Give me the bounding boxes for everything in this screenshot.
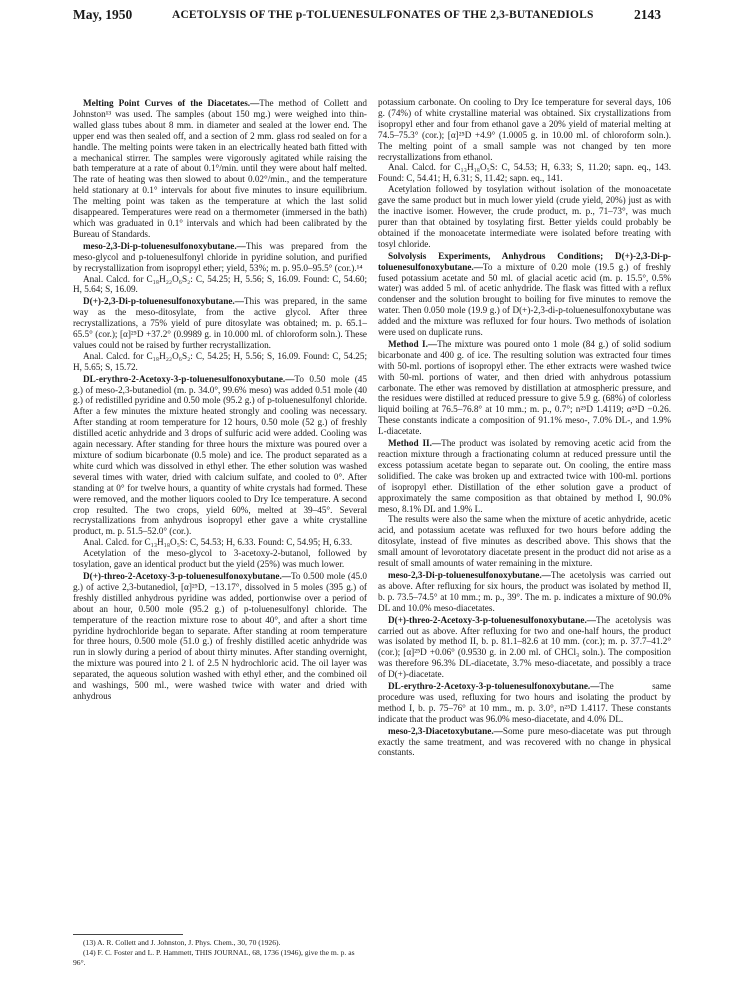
paragraph-heading: Solvolysis Experiments, Anhydrous Conditions; D(+)-2,3-Di-p-toluenesulfonoxybutane.— (378, 250, 671, 272)
paragraph-heading: meso-2,3-Di-p-toluenesulfonoxybutane.— (388, 569, 551, 580)
paragraph-heading: Method II.— (388, 438, 442, 449)
paragraph-text: To 0.500 mole (45.0 g.) of active 2,3-butanediol, [α]²⁵D, −13.17°, dissolved in 5 moles (395 g.) of freshly distilled anhydrous pyridine was added, portionwise over a period of about an hour, 0.500 mole (95.2 g.) of p-toluenesulfonyl chloride. The temperature of the reaction mixture rose to about 40°, and after a short time pyridine hydrochloride began to separate. After standing at room temperature for three hours, 0.500 mole (51.0 g.) of freshly distilled acetic anhydride was run in slowly during a period of about thirty minutes. After standing overnight, the mixture was poured into 2 l. of 2.5 N hydrochloric acid. The oil layer was separated, the aqueous solution washed with ethyl ether, and the combined oil and washings, 500 ml., were washed twice with water and dried with anhydrous (73, 570, 367, 701)
paragraph-text: The product was isolated by removing acetic acid from the reaction mixture through a fractionating column at reduced pressure until the excess potassium acetate began to separate out. On cooling, the entire mass solidified. The cake was broken up and extracted twice with 100-ml. portions of isopropyl ether. Distillation of the ether solution gave a product of approximately the same composition as that obtained by method I, 90.0% meso, 8.1% DL and 1.9% L. (378, 438, 671, 514)
paragraph (73, 548, 367, 570)
paragraph-text: Acetylation of the meso-glycol to 3-acetoxy-2-butanol, followed by tosylation, gave an identical product but the yield (25%) was much lower. (73, 548, 367, 570)
footnote-rule (73, 934, 183, 935)
paragraph (378, 184, 671, 249)
paragraph (378, 97, 671, 162)
paragraph (73, 296, 367, 351)
paragraph-text: potassium carbonate. On cooling to Dry Ice temperature for several days, 106 g. (74%) of white crystalline material was obtained. Six crystallizations from isopropyl ether and four from ethanol gave a 20% yield of material melting at 74.5–75.3° (cor.); [α]²⁵D +4.9° (1.0005 g. in 10.00 ml. of chloroform soln.). The melting point of a small sample was not changed by ten more recrystallizations from ethanol. (378, 97, 671, 162)
paragraph-text: Acetylation followed by tosylation without isolation of the monoacetate gave the same product but in much lower yield (crude yield, 20%) just as with the inactive isomer. However, the crude product, m. p., 71–73°, was much purer than that obtained by tosylating first. Better yields could probably be obtained if the monoacetate intermediate were isolated before treating with tosyl chloride. (378, 184, 671, 249)
paragraph-heading: D(+)-threo-2-Acetoxy-3-p-toluenesulfonoxybutane.— (83, 570, 291, 581)
running-header-date: May, 1950 (73, 7, 133, 22)
paragraph-text: Anal. Calcd. for C₁₈H₂₂O₆S₂: C, 54.25; H, 5.56; S, 16.09. Found: C, 54.60; H, 5.64; S, 16.09. (73, 273, 367, 295)
paragraph-text: The results were also the same when the mixture of acetic anhydride, acetic acid, and potassium acetate was refluxed for two hours before adding the ditosylate, instead of five minutes as described above. This shows that the small amount of levorotatory diacetate present in the product did not arise as a result of small amounts of water remaining in the mixture. (378, 514, 671, 569)
paragraph-text: Some pure meso-diacetate was put through exactly the same treatment, and was recovered with no change in physical constants. (378, 725, 671, 758)
paragraph (73, 351, 367, 373)
paragraph-heading: DL-erythro-2-Acetoxy-3-p-toluenesulfonoxybutane.— (388, 681, 600, 692)
paragraph (378, 251, 671, 338)
paragraph-heading: D(+)-2,3-Di-p-toluenesulfonoxybutane.— (83, 296, 244, 307)
paragraph (378, 514, 671, 569)
right-text-column (378, 97, 671, 758)
footnote: (13) A. R. Collett and J. Johnston, J. Phys. Chem., 30, 70 (1926). (83, 938, 281, 947)
paragraph-text: Anal. Calcd. for C₁₃H₁₈O₅S: C, 54.53; H, 6.33. Found: C, 54.95; H, 6.33. (83, 537, 353, 548)
paragraph-text: To 0.50 mole (45 g.) of meso-2,3-butanediol (m. p. 34.0°, 99.6% meso) was added 0.51 mole (40 g.) of redistilled pyridine and 0.50 mole (95.2 g.) of p-toluenesulfonyl chloride. After a few minutes the mixture heated strongly and cooling was necessary. After standing at room temperature for 12 hours, 0.50 mole (52 g.) of freshly distilled acetic anhydride and 3 drops of sulfuric acid were added. Cooling was again necessary. After standing for three hours the mixture was poured over a mixture of sodium bicarbonate (0.5 mole) and ice. The product separated as a white curd which was dissolved in ethyl ether. The ether solution was washed several times with water, dried with calcium sulfate, and cooled to 0°. After standing at 0° for twelve hours, a quantity of white crystals had formed. These were removed, and the mother liquors cooled to Dry Ice temperature. A second crop resulted. The two crops, yield 60%, melted at 39–45°. Several recrystallizations from anhydrous isopropyl ether gave a white crystalline product, m. p. 51.5–52.0° (cor.). (73, 373, 367, 537)
paragraph (378, 162, 671, 184)
paragraph (378, 339, 671, 437)
paragraph (378, 726, 671, 759)
paragraph-text: This was prepared, in the same way as the meso-ditosylate, from the active glycol. After three recrystallizations, a 75% yield of pure ditosylate was obtained; m. p. 65.1–65.5° (cor.); [α]²⁵D +37.2° (0.9989 g. in 10.000 ml. of chloroform soln.). These values could not be raised by further recrystallization. (73, 296, 367, 350)
paragraph (73, 274, 367, 296)
paragraph-text: The acetolysis was carried out as above. After refluxing for six hours, the product was isolated by method II, b. p. 73.5–74.5° at 10 mm.; m. p., 39°. The m. p. indicates a mixture of 90.0% DL and 10.0% meso-diacetates. (378, 569, 671, 613)
paragraph (378, 438, 671, 514)
paragraph-heading: Melting Point Curves of the Diacetates.— (83, 98, 260, 108)
paragraph-text: The mixture was poured onto 1 mole (84 g.) of solid sodium bicarbonate and 400 g. of ice. The resulting solution was extracted four times with 50-ml. portions of isopropyl ether. The ether extracts were washed twice with 50-ml. portions of water, and then dried with anhydrous potassium carbonate. The ether was removed by distillation at atmospheric pressure, and the residues were distilled at reduced pressure to give 5.9 g. (68%) of colorless liquid boiling at 76.5–76.8° at 10 mm.; m. p., 0.7°; n²⁵D 1.4119; α²⁵D −0.26. These constants indicate a composition of 91.1% meso-, 7.0% DL-, and 1.9% L-diacetate. (378, 338, 672, 437)
running-header-title: ACETOLYSIS OF THE p-TOLUENESULFONATES OF THE 2,3-BUTANEDIOLS (172, 9, 594, 21)
paragraph-text: To a mixture of 0.20 mole (19.5 g.) of freshly fused potassium acetate and 50 ml. of glacial acetic acid (m. p. 15.5°, 0.5% water) was added 5 ml. of acetic anhydride. The flask was fitted with a reflux condenser and the solution brought to boiling for five minutes to remove the water. Then 0.050 mole (19.9 g.) of D(+)-2,3-di-p-toluenesulfonoxybutane was added and the mixture was refluxed for four hours. Two methods of isolation were used on duplicate runs. (378, 261, 671, 338)
paragraph (73, 537, 367, 548)
paragraph (73, 571, 367, 702)
paragraph (73, 98, 367, 240)
paragraph-heading: DL-erythro-2-Acetoxy-3-p-toluenesulfonoxybutane.— (83, 373, 295, 384)
paragraph-text: Anal. Calcd. for C₁₃H₁₈O₅S: C, 54.53; H, 6.33; S, 11.20; sapn. eq., 143. Found: C, 54.41; H, 6.31; S, 11.42; sapn. eq., 141. (378, 162, 671, 184)
footnote: (14) F. C. Foster and L. P. Hammett, THIS JOURNAL, 68, 1736 (1946), give the m. p. as 96°. (73, 948, 355, 967)
paragraph-heading: meso-2,3-Diacetoxybutane.— (388, 725, 503, 736)
paragraph (73, 374, 367, 538)
paragraph-text: Anal. Calcd. for C₁₈H₂₂O₆S₂: C, 54.25; H, 5.56; S, 16.09. Found: C, 54.25; H, 5.65; S, 15.72. (73, 350, 367, 372)
paragraph-heading: meso-2,3-Di-p-toluenesulfonoxybutane.— (83, 240, 246, 251)
footnotes (73, 938, 367, 968)
paragraph (73, 241, 367, 274)
page-number: 2143 (634, 7, 661, 22)
paragraph-text: This was prepared from the meso-glycol and p-toluenesulfonyl chloride in pyridine solution, and purified by recrystallization from isopropyl ether; yield, 53%; m. p. 95.0–95.5° (cor.).¹⁴ (73, 240, 367, 273)
left-text-column (73, 97, 367, 702)
paragraph (378, 681, 671, 725)
paragraph (378, 570, 671, 614)
paragraph (378, 615, 671, 680)
paragraph-text: The method of Collett and Johnston¹³ was used. The samples (about 150 mg.) were weighed into thin-walled glass tubes about 8 mm. in diameter and sealed at the lower end. The upper end was then sealed off, and a section of 2 mm. glass rod sealed on for a handle. The melting points were taken in an electrically heated bath fitted with a mechanical stirrer. The samples were vigorously agitated while raising the bath temperature at a rate of about 0.1°/min. until they were about half melted. The rate of heating was then slowed to about 0.02°/min., and the temperature held stationary at 0.1° intervals for about five minutes to insure equilibrium. The melting point was taken as the temperature at which the last solid disappeared. Temperatures were read on a thermometer (immersed in the bath) which was graduated in 0.1° intervals and which had been calibrated by the Bureau of Standards. (73, 98, 367, 239)
paragraph-text: The acetolysis was carried out as above. After refluxing for two and one-half hours, the product was isolated by method II, b. p. 81.1–82.6 at 10 mm. (cor.); m. p. 37.7–41.2° (cor.); [α]²⁵D +0.06° (0.9530 g. in 2.00 ml. of CHCl₃ soln.). The composition was therefore 96.3% DL-diacetate, 3.7% meso-diacetate, and possibly a trace of D(+)-diacetate. (378, 614, 671, 680)
paragraph-heading: Method I.— (388, 338, 438, 349)
paragraph-heading: D(+)-threo-2-Acetoxy-3-p-toluenesulfonoxybutane.— (388, 614, 596, 625)
paragraph-text: The same procedure was used, refluxing for two hours and isolating the product by method I, b. p. 75–76° at 10 mm., m. p. 3.0°, n²⁵D 1.4117. These constants indicate that the product was 96.0% meso-diacetate, and 4.0% DL. (378, 681, 671, 724)
